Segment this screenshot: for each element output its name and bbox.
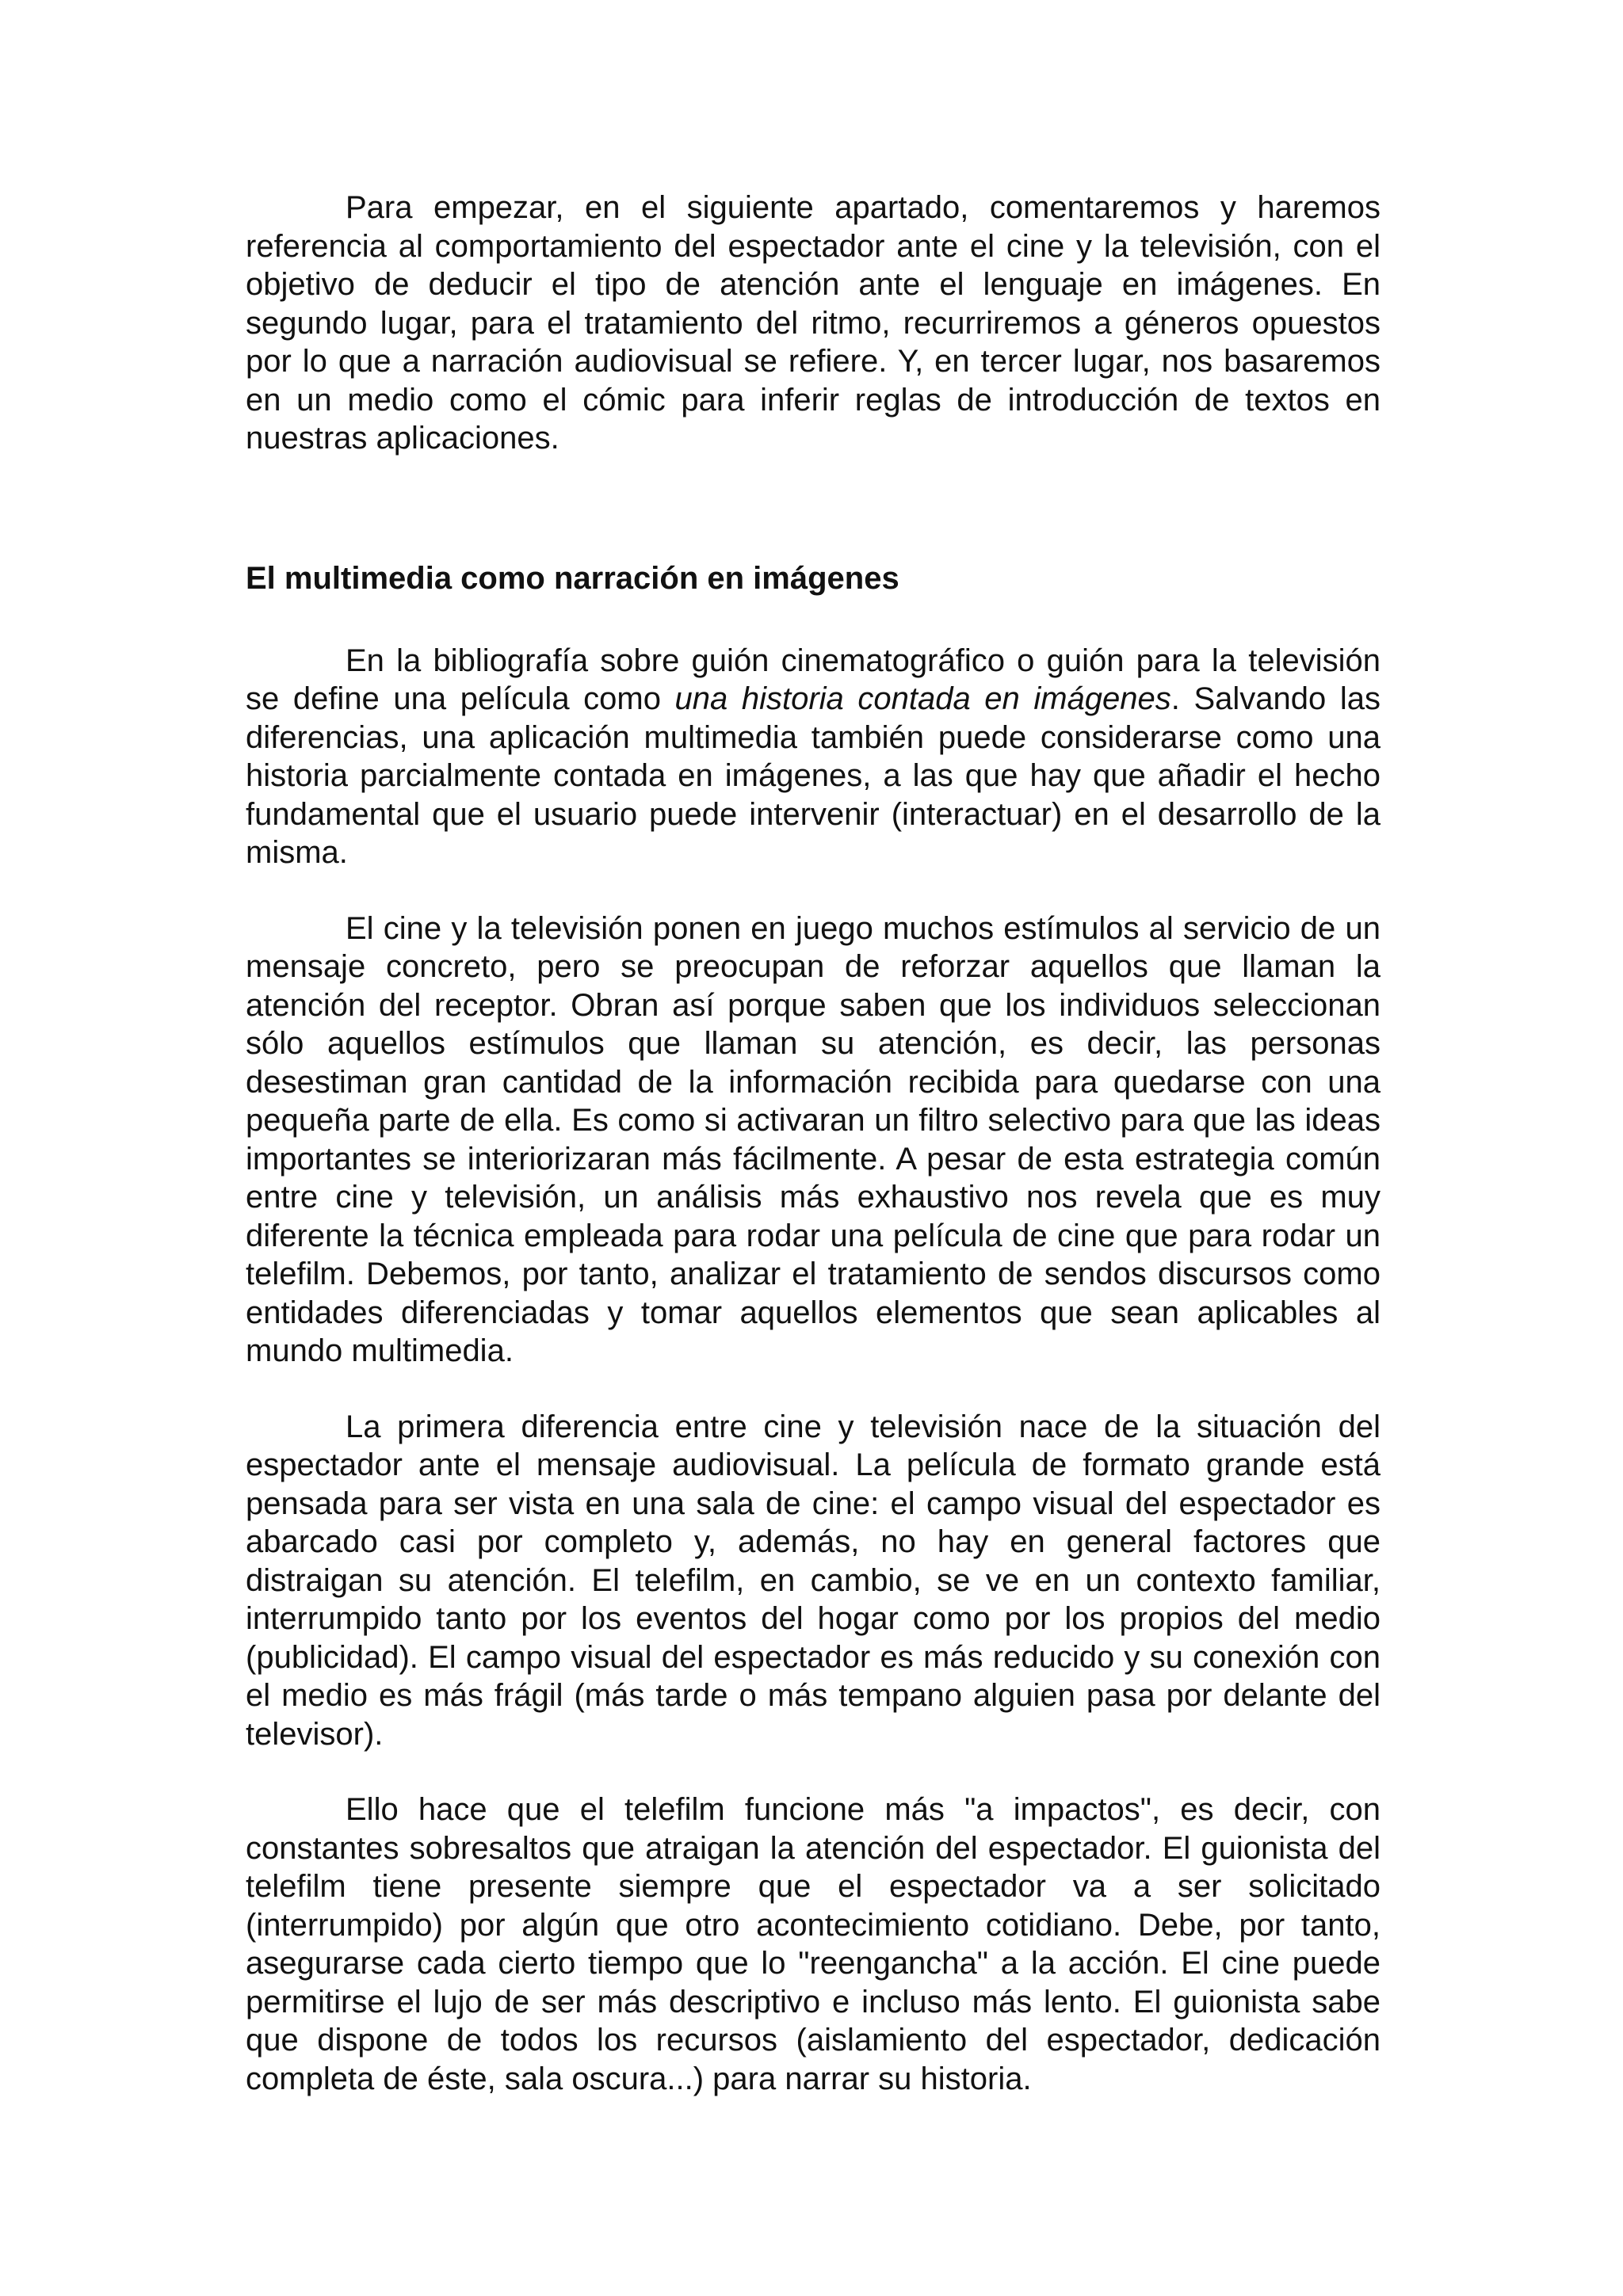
section-heading: El multimedia como narración en imágenes (246, 560, 899, 596)
paragraph-stimuli: El cine y la televisión ponen en juego muchos estímulos al servicio de un mensaje concreto, pero se preocupan de reforzar aquellos que llaman la atención del receptor. Obran así porque saben que los individuos seleccionan sólo aquellos estímulos que llaman su atención, es decir, las personas desestiman gran cantidad de la información recibida para quedarse con una pequeña parte de ella. Es como si activaran un filtro selectivo para que las ideas importantes se interiorizaran más fácilmente. A pesar de esta estrategia común entre cine y televisión, un análisis más exhaustivo nos revela que es muy diferente la técnica empleada para rodar una película de cine que para rodar un telefilm. Debemos, por tanto, analizar el tratamiento de sendos discursos como entidades diferenciadas y tomar aquellos elementos que sean aplicables al mundo multimedia. (246, 910, 1381, 1368)
paragraph-text: En la bibliografía sobre guión cinematográfico o guión para la televisión se define una película como (246, 643, 1381, 716)
page-content (246, 189, 1381, 2098)
paragraph-telefilm-impacts: Ello hace que el telefilm funcione más "a impactos", es decir, con constantes sobresaltos que atraigan la atención del espectador. El guionista del telefilm tiene presente siempre que el espectador va a ser solicitado (interrumpido) por algún que otro acontecimiento cotidiano. Debe, por tanto, asegurarse cada cierto tiempo que lo "reengancha" a la acción. El cine puede permitirse el lujo de ser más descriptivo e incluso más lento. El guionista sabe que dispone de todos los recursos (aislamiento del espectador, dedicación completa de éste, sala oscura...) para narrar su historia. (246, 1792, 1381, 2096)
italic-quote: una historia contada en imágenes (674, 681, 1171, 716)
paragraph-first-difference: La primera diferencia entre cine y televisión nace de la situación del espectador ante el mensaje audiovisual. La película de formato grande está pensada para ser vista en una sala de cine: el campo visual del espectador es abarcado casi por completo y, además, no hay en general factores que distraigan su atención. El telefilm, en cambio, se ve en un contexto familiar, interrumpido tanto por los eventos del hogar como por los propios del medio (publicidad). El campo visual del espectador es más reducido y su conexión con el medio es más frágil (más tarde o más tempano alguien pasa por delante del televisor). (246, 1409, 1381, 1752)
intro-paragraph: Para empezar, en el siguiente apartado, comentaremos y haremos referencia al comportamiento del espectador ante el cine y la televisión, con el objetivo de deducir el tipo de atención ante el lenguaje en imágenes. En segundo lugar, para el tratamiento del ritmo, recurriremos a géneros opuestos por lo que a narración audiovisual se refiere. Y, en tercer lugar, nos basaremos en un medio como el cómic para inferir reglas de introducción de textos en nuestras aplicaciones. (246, 190, 1381, 456)
paragraph-film-definition (246, 642, 1381, 872)
paragraph-text: . Salvando las diferencias, una aplicación multimedia también puede considerarse como una historia parcialmente contada en imágenes, a las que hay que añadir el hecho fundamental que el usuario puede intervenir (interactuar) en el desarrollo de la misma. (246, 681, 1381, 870)
